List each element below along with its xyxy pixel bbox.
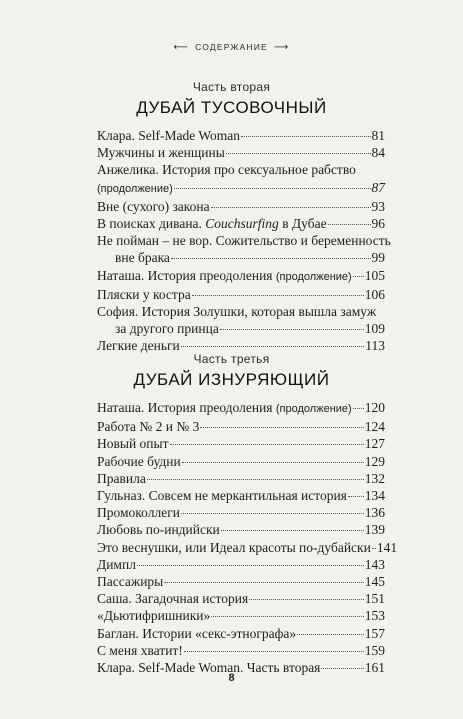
toc-entry-page: 87 [371,179,385,195]
dot-leader [249,599,364,600]
toc-entry-title: Мужчины и женщины [97,145,225,161]
toc-entry-title-wrap [97,470,146,487]
toc-entry-title: Саша. Загадочная история [97,591,249,607]
toc-entry-title-wrap [97,607,210,624]
toc-entry [97,418,385,435]
toc-entry-title: Рабочие будни [97,453,181,469]
toc-entry [97,127,385,144]
toc-entry-title: Клара. Self-Made Woman. Часть вторая [97,660,321,676]
toc-entry-page: 143 [364,556,385,572]
toc-entry-title-italic: Couchsurfing [205,216,279,232]
toc-entry-page: 129 [364,453,385,469]
contents-title: СОДЕРЖАНИЕ [195,42,268,52]
part-two-toc [97,127,391,355]
toc-entry-page: 120 [364,400,385,415]
toc-entry-title-wrap [97,573,163,590]
toc-entry-title-wrap [97,642,183,659]
dot-leader [353,276,364,277]
toc-entry-page: 141 [376,539,398,555]
toc-entry-title-wrap [97,418,199,435]
toc-entry [97,435,385,452]
dot-leader [137,565,364,566]
dot-leader [147,479,364,480]
dot-leader [353,408,364,409]
dot-leader [164,582,363,583]
toc-entry-title: Вне (сухого) закона [97,198,210,214]
dot-leader [181,513,364,514]
toc-entry-title: Гульназ. Совсем не меркантильная история [97,488,347,504]
dot-leader [181,346,365,347]
toc-entry [97,607,385,624]
dot-leader [372,548,376,549]
toc-entry [97,642,385,659]
toc-entry-title-tail: в Дубае [278,216,327,232]
toc-entry [97,470,385,487]
toc-entry-page: 127 [364,436,385,452]
part-two-heading [0,80,463,118]
toc-entry-title-wrap [97,198,210,215]
toc-entry [97,521,385,538]
toc-entry-title-wrap [97,521,220,538]
toc-entry [97,215,385,232]
toc-entry-title: В поисках дивана. [97,216,202,232]
contents-header [0,42,463,53]
toc-entry-title-wrap [97,435,169,452]
dot-leader [211,207,371,208]
dot-leader [221,530,364,531]
toc-entry-title-wrap [97,539,371,556]
toc-entry-title-wrap [97,504,180,521]
toc-entry-page: 84 [371,145,385,161]
dot-leader [348,496,364,497]
toc-entry [97,573,385,590]
page-number: 8 [228,672,235,684]
toc-entry-title: за другого принца [115,321,219,337]
toc-entry-page: 99 [371,250,385,266]
toc-entry-title: Работа № 2 и № 3 [97,419,200,435]
toc-entry [97,453,385,470]
toc-entry-title: Димпл [97,556,136,572]
toc-entry-title-note: (продолжение) [275,270,352,283]
toc-entry-page: 81 [371,128,385,143]
toc-entry-title-line: София. История Золушки, которая вышла замуж [97,304,377,320]
toc-entry [97,232,391,266]
toc-entry-title: Новый опыт [97,436,169,452]
toc-entry-title-wrap [97,286,191,303]
toc-entry [97,487,385,504]
toc-entry [97,504,385,521]
toc-entry-title-wrap [97,215,327,232]
toc-entry-title-line: Анжелика. История про сексуальное рабство [97,162,356,178]
toc-entry-title: Любовь по-индийски [97,522,220,538]
toc-entry-title-wrap [97,127,240,144]
toc-entry-title: Правила [97,470,146,486]
toc-entry-page: 124 [364,419,385,435]
dot-leader [211,616,364,617]
toc-entry-title-line: Не пойман – не вор. Сожительство и беременность [97,233,391,249]
toc-entry-title-wrap [115,320,219,337]
dot-leader [328,224,371,225]
toc-entry-title-wrap [97,179,173,198]
toc-entry-title: С меня хватит! [97,642,183,658]
toc-entry-page: 132 [364,470,385,486]
toc-entry [97,267,385,286]
toc-entry-page: 139 [364,522,385,538]
dot-leader [192,295,364,296]
toc-entry-page: 157 [364,625,385,641]
toc-entry [97,286,385,303]
toc-entry-title-wrap [97,453,181,470]
toc-entry-title: Наташа. История преодоления [97,267,273,283]
dot-leader [184,651,364,652]
toc-entry-title: вне брака [115,250,170,266]
toc-entry-title: (продолжение) [97,182,173,195]
toc-entry [97,303,385,337]
toc-entry-title: Пляски у костра [97,286,191,302]
toc-entry [97,161,385,197]
toc-entry [97,625,385,642]
toc-entry-title: Наташа. История преодоления [97,400,273,415]
toc-entry-page: 109 [364,321,385,337]
toc-entry [97,144,385,161]
toc-entry-title-note: (продолжение) [275,403,352,415]
part-two-label: Часть вторая [192,80,271,94]
right-arrow-icon: ⟶ [273,42,290,53]
toc-entry-page: 105 [364,267,385,283]
part-three-label: Часть третья [193,352,270,366]
toc-entry-title-wrap [97,487,347,504]
toc-entry [97,590,385,607]
toc-entry-page: 136 [364,505,385,521]
toc-entry-page: 93 [371,198,385,214]
toc-entry-title: Это веснушки, или Идеал красоты по-дубайски [97,539,371,555]
toc-entry-title-wrap [97,144,225,161]
dot-leader [170,444,364,445]
toc-entry-page: 106 [364,286,385,302]
part-three-title: ДУБАЙ ИЗНУРЯЮЩИЙ [133,370,330,389]
toc-entry-title-wrap [97,556,136,573]
toc-entry-title: Промоколлеги [97,505,180,521]
toc-entry-title: Клара. Self-Made Woman [97,128,240,143]
left-arrow-icon: ⟵ [173,42,190,53]
toc-entry-page: 113 [365,338,385,354]
toc-entry-title-wrap [97,399,352,418]
toc-entry-title: Легкие деньги [97,338,180,354]
part-three-toc [97,399,398,676]
toc-entry-title-wrap [115,249,170,266]
dot-leader [182,462,364,463]
dot-leader [226,153,371,154]
toc-entry-page: 151 [364,591,385,607]
dot-leader [321,668,363,669]
dot-leader [200,427,363,428]
dot-leader [171,258,371,259]
dot-leader [241,136,371,137]
dot-leader [220,329,364,330]
toc-entry [97,198,385,215]
toc-entry-title-wrap [97,625,296,642]
toc-entry-page: 134 [364,488,385,504]
toc-entry [97,556,385,573]
toc-entry-title-wrap [97,590,248,607]
toc-entry [97,399,385,418]
toc-entry-page: 159 [364,642,385,658]
part-two-title: ДУБАЙ ТУСОВОЧНЫЙ [136,98,327,117]
toc-entry-title: Пассажиры [97,574,164,590]
toc-entry-page: 161 [364,660,385,676]
dot-leader [174,188,371,189]
toc-entry-page: 145 [364,574,385,590]
toc-entry-title: «Дьютифришники» [97,608,211,624]
toc-entry [97,539,398,556]
part-three-heading [0,352,463,390]
toc-entry-page: 96 [371,216,385,232]
toc-entry-page: 153 [364,608,385,624]
dot-leader [297,634,364,635]
toc-entry-title: Баглан. Истории «секс-этнографа» [97,625,297,641]
toc-entry-title-wrap [97,267,352,286]
